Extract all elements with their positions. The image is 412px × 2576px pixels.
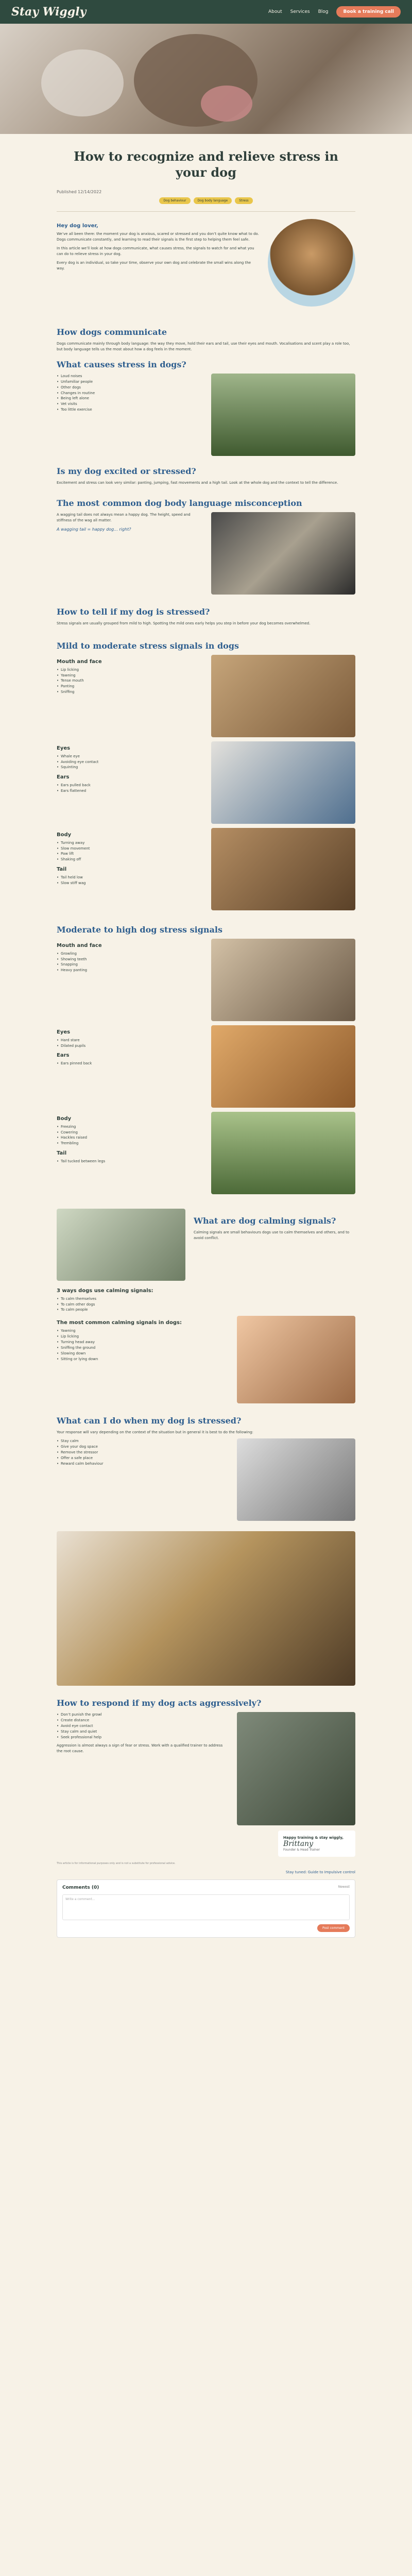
list-item: • Ears flattened <box>57 788 203 794</box>
list-item: • Hard stare <box>57 1038 203 1043</box>
subheading: Eyes <box>57 1029 71 1035</box>
dog-photo <box>237 1316 355 1403</box>
list-item: • Whale eye <box>57 754 203 759</box>
list-item: • Paw lift <box>57 851 203 857</box>
list-item: • Yawning <box>57 673 203 679</box>
list-item: • Hackles raised <box>57 1135 203 1141</box>
dog-photo <box>211 512 355 595</box>
subheading: Tail <box>57 867 67 873</box>
signature: Brittany <box>283 1840 313 1849</box>
subheading: Eyes <box>57 745 71 751</box>
section-heading: Is my dog excited or stressed? <box>57 466 196 477</box>
subheading: Mouth and face <box>57 942 102 948</box>
intro-paragraph: Every dog is an individual, so take your time, observe your own dog and celebrate the small wins along the way. <box>57 260 251 270</box>
paragraph: Your response will vary depending on the context of the situation but in general it is best to do the following: <box>57 1430 253 1435</box>
publish-date: Published 12/14/2022 <box>57 190 102 195</box>
list-item: • Tail held low <box>57 875 203 880</box>
sign-title: Happy training & stay wiggly, <box>283 1836 344 1840</box>
list-item: • Reward calm behaviour <box>57 1461 229 1467</box>
subheading: Tail <box>57 1150 67 1157</box>
list-item: • Too little exercise <box>57 407 203 413</box>
section-heading: The most common dog body language misconception <box>57 498 302 508</box>
list-item: • Lip licking <box>57 667 203 673</box>
dog-photo <box>211 1112 355 1194</box>
intro-paragraph: In this article we’ll look at how dogs communicate, what causes stress, the signals to watch for and what you can do to relieve stress in your dog. <box>57 246 254 256</box>
paragraph: A wagging tail does not always mean a happy dog. The height, speed and stiffness of the wag all matter. <box>57 512 191 522</box>
dog-photo <box>237 1712 355 1825</box>
list-item: • Shaking off <box>57 857 203 862</box>
list-item: • Dilated pupils <box>57 1043 203 1049</box>
dog-photo <box>211 1025 355 1108</box>
subheading: Mouth and face <box>57 658 102 665</box>
dog-photo <box>211 939 355 1021</box>
comment-input[interactable]: Write a comment... <box>62 1894 350 1920</box>
list-item: • Avoiding eye contact <box>57 759 203 765</box>
article-body <box>0 134 412 1943</box>
intro-dog-photo <box>268 219 355 307</box>
list-item: • Slowing down <box>57 1351 229 1357</box>
list-item: • Yawning <box>57 1328 229 1334</box>
subheading: Ears <box>57 1053 70 1059</box>
section-heading: How dogs communicate <box>57 327 167 337</box>
causes-list <box>57 374 203 413</box>
section-heading: How to tell if my dog is stressed? <box>57 606 210 617</box>
related-article-link[interactable]: Stay tuned: Guide to Impulsive control <box>285 1870 355 1875</box>
section-heading: Mild to moderate stress signals in dogs <box>57 640 239 651</box>
list-item: • Unfamiliar people <box>57 379 203 385</box>
sort-select[interactable]: Newest <box>338 1885 350 1889</box>
dog-photo <box>211 655 355 737</box>
nav-link-services[interactable]: Services <box>290 9 310 14</box>
disclaimer: This article is for informational purposes only and is not a substitute for professional advice. <box>57 1862 176 1866</box>
tag-badge[interactable]: Dog body language <box>194 197 232 204</box>
list-item: • Ears pulled back <box>57 783 203 788</box>
top-navbar <box>0 0 412 24</box>
list-item: • Heavy panting <box>57 968 203 973</box>
list-item: • Tense mouth <box>57 678 203 684</box>
signature-box <box>278 1831 355 1857</box>
list-item: • Being left alone <box>57 396 203 401</box>
wide-dog-photo <box>57 1531 355 1686</box>
paragraph: Stress signals are usually grouped from mild to high. Spotting the mild ones early helps you step in before your dog becomes overwhelmed. <box>57 621 311 625</box>
list-item: • Stay calm <box>57 1438 229 1444</box>
dog-photo <box>57 1209 185 1281</box>
list-item: • Turning head away <box>57 1340 229 1345</box>
list-item: • Loud noises <box>57 374 203 379</box>
misconception-quote: A wagging tail = happy dog... right? <box>57 527 131 532</box>
section-heading: What causes stress in dogs? <box>57 360 186 370</box>
dog-photo <box>211 741 355 824</box>
list-item: • Trembling <box>57 1141 203 1146</box>
list-item: • Sniffing <box>57 689 203 695</box>
list-item: • Don’t punish the growl <box>57 1712 229 1718</box>
list-item: • To calm themselves <box>57 1296 355 1302</box>
paragraph: Calming signals are small behaviours dogs use to calm themselves and others, and to avoid conflict. <box>194 1230 350 1240</box>
list-item: • Seek professional help <box>57 1735 229 1740</box>
section-heading: How to respond if my dog acts aggressively? <box>57 1698 262 1708</box>
list-item: • Panting <box>57 684 203 689</box>
list-item: • Avoid eye contact <box>57 1723 229 1729</box>
list-item: • To calm people <box>57 1307 355 1313</box>
paragraph: Dogs communicate mainly through body language: the way they move, hold their ears and tail, use their eyes and mouth. Vocalisations and scent play a role too, but body language tells us the most about how a dog feels in the moment. <box>57 342 350 352</box>
intro-paragraph: We’ve all been there: the moment your dog is anxious, scared or stressed and you don’t quite know what to do. Dogs communicate constantly, and learning to read their signals is the first step to helping them feel safe. <box>57 232 259 242</box>
list-item: • Slow movement <box>57 846 203 852</box>
comments-section <box>57 1879 355 1938</box>
post-comment-button[interactable]: Post comment <box>317 1924 350 1932</box>
subheading: Body <box>57 1115 72 1122</box>
list-item: • Snapping <box>57 962 203 968</box>
list-item: • Freezing <box>57 1124 203 1130</box>
list-item: • Offer a safe place <box>57 1455 229 1461</box>
hero-image <box>0 24 412 134</box>
list-item: • Ears pinned back <box>57 1061 203 1066</box>
section-heading: Moderate to high dog stress signals <box>57 924 222 935</box>
list-item: • Vet visits <box>57 401 203 407</box>
list-item: • Stay calm and quiet <box>57 1729 229 1735</box>
list-item: • Squinting <box>57 765 203 770</box>
list-item: • Remove the stressor <box>57 1450 229 1455</box>
dog-photo <box>211 374 355 456</box>
dog-photo <box>237 1438 355 1521</box>
list-item: • Sniffing the ground <box>57 1345 229 1351</box>
list-item: • Growling <box>57 951 203 957</box>
subheading: 3 ways dogs use calming signals: <box>57 1287 153 1294</box>
book-call-button[interactable]: Book a training call <box>336 6 401 18</box>
list-item: • Turning away <box>57 840 203 846</box>
subheading: Body <box>57 832 72 838</box>
list-item: • Other dogs <box>57 385 203 391</box>
tag-badge[interactable]: Dog behaviour <box>159 197 190 204</box>
list-item: • Lip licking <box>57 1334 229 1340</box>
list-item: • Showing teeth <box>57 957 203 962</box>
list-item: • To calm other dogs <box>57 1302 355 1308</box>
dog-photo <box>211 828 355 910</box>
paragraph: Excitement and stress can look very similar: panting, jumping, fast movements and a high tail. Look at the whole dog and the context to tell the difference. <box>57 481 338 485</box>
section-heading: What can I do when my dog is stressed? <box>57 1416 242 1426</box>
list-item: • Changes in routine <box>57 391 203 396</box>
list-item: • Slow stiff wag <box>57 880 203 886</box>
subheading: Ears <box>57 774 70 781</box>
page-title: How to recognize and relieve stress in your dog <box>74 149 338 180</box>
list-item: • Cowering <box>57 1130 203 1136</box>
intro-heading: Hey dog lover, <box>57 223 98 229</box>
subheading: The most common calming signals in dogs: <box>57 1320 182 1326</box>
comments-title: Comments (0) <box>62 1885 99 1891</box>
list-item: • Create distance <box>57 1718 229 1723</box>
list-item: • Sitting or lying down <box>57 1357 229 1362</box>
logo[interactable]: Stay Wiggly <box>11 5 87 19</box>
list-item: • Tail tucked between legs <box>57 1159 203 1164</box>
paragraph: Aggression is almost always a sign of fear or stress. Work with a qualified trainer to address the root cause. <box>57 1743 223 1754</box>
sign-role: Founder & Head Trainer <box>283 1848 320 1852</box>
nav-link-blog[interactable]: Blog <box>318 9 329 14</box>
list-item: • Give your dog space <box>57 1444 229 1450</box>
section-heading: What are dog calming signals? <box>194 1215 336 1226</box>
tag-badge[interactable]: Stress <box>235 197 252 204</box>
nav-link-about[interactable]: About <box>268 9 282 14</box>
